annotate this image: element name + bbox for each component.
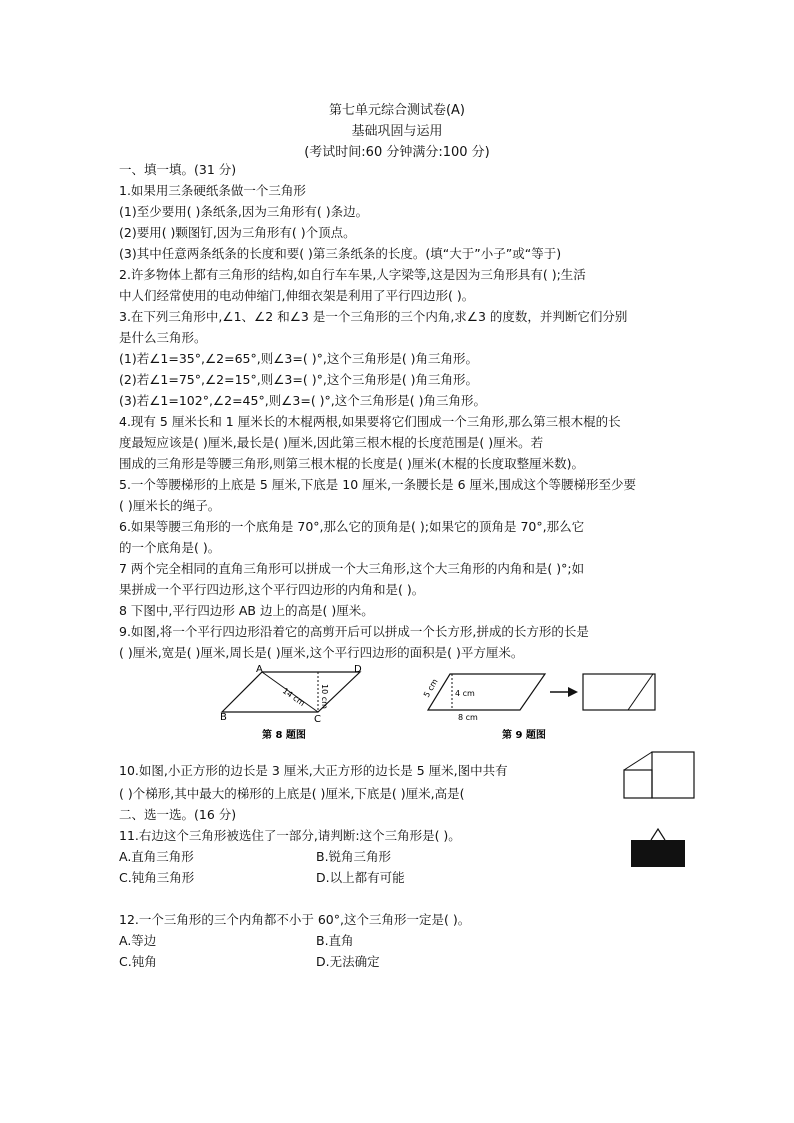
q12-option-c[interactable]: C.钝角: [119, 954, 157, 969]
vertex-d-label: D: [354, 664, 362, 675]
vertex-c-label: C: [314, 714, 321, 725]
q11-option-d[interactable]: D.以上都有可能: [316, 870, 405, 885]
q5-line2: ( )厘米长的绳子。: [119, 498, 221, 513]
figure-10-squares: [622, 750, 696, 802]
q7-line2: 果拼成一个平行四边形,这个平行四边形的内角和是( )。: [119, 582, 425, 597]
covering-block: [631, 840, 685, 867]
q4-line2: 度最短应该是( )厘米,最长是( )厘米,因此第三根木棍的长度范围是( )厘米。若: [119, 435, 544, 450]
section2-heading: 二、选一选。(16 分): [119, 807, 237, 822]
q8-line: 8 下图中,平行四边形 AB 边上的高是( )厘米。: [119, 603, 374, 618]
q12-stem: 12.一个三角形的三个内角都不小于 60°,这个三角形一定是( )。: [119, 912, 471, 927]
base-length-label: 8 cm: [458, 713, 478, 722]
q9-line1: 9.如图,将一个平行四边形沿着它的高剪开后可以拼成一个长方形,拼成的长方形的长是: [119, 624, 589, 639]
vertex-b-label: B: [220, 712, 227, 723]
slant-length-label: 14 cm: [280, 686, 307, 708]
q2-line2: 中人们经常使用的电动伸缩门,伸细衣架是利用了平行四边形( )。: [119, 288, 475, 303]
q11-option-c[interactable]: C.钝角三角形: [119, 870, 195, 885]
q5-line1: 5.一个等腰梯形的上底是 5 厘米,下底是 10 厘米,一条腰长是 6 厘米,围成这个等腰梯形至少要: [119, 477, 636, 492]
q3-line2: 是什么三角形。: [119, 330, 207, 345]
q3-line1: 3.在下列三角形中,∠1、∠2 和∠3 是一个三角形的三个内角,求∠3 的度数，并判断它们分别: [119, 309, 628, 324]
connecting-line: [624, 752, 652, 770]
q6-line1: 6.如果等腰三角形的一个底角是 70°,那么它的顶角是( );如果它的顶角是 70°,那么它: [119, 519, 585, 534]
small-square: [624, 770, 652, 798]
q12-option-a[interactable]: A.等边: [119, 933, 157, 948]
q3-part3: (3)若∠1=102°,∠2=45°,则∠3=( )°,这个三角形是( )角三角形。: [119, 393, 486, 408]
q1-part1: (1)至少要用( )条纸条,因为三角形有( )条边。: [119, 204, 369, 219]
q3-part2: (2)若∠1=75°,∠2=15°,则∠3=( )°,这个三角形是( )角三角形。: [119, 372, 479, 387]
large-square: [652, 752, 694, 798]
q9-line2: ( )厘米,宽是( )厘米,周长是( )厘米,这个平行四边形的面积是( )平方厘米。: [119, 645, 524, 660]
vertex-a-label: A: [256, 664, 263, 675]
figure-9-caption: 第 9 题图: [502, 730, 546, 741]
figure-9-diagram: [420, 662, 660, 744]
q6-line2: 的一个底角是( )。: [119, 540, 221, 555]
q4-line3: 围成的三角形是等腰三角形,则第三根木棍的长度是( )厘米(木棍的长度取整厘米数)。: [119, 456, 584, 471]
q10-line2: ( )个梯形,其中最大的梯形的上底是( )厘米,下底是( )厘米,高是(: [119, 786, 465, 801]
triangle-tip: [651, 829, 665, 840]
q4-line1: 4.现有 5 厘米长和 1 厘米长的木棍两根,如果要将它们围成一个三角形,那么第三根木棍的长: [119, 414, 621, 429]
q1-stem: 1.如果用三条硬纸条做一个三角形: [119, 183, 306, 198]
q11-option-b[interactable]: B.锐角三角形: [316, 849, 392, 864]
q12-option-b[interactable]: B.直角: [316, 933, 354, 948]
q7-line1: 7 两个完全相同的直角三角形可以拼成一个大三角形,这个大三角形的内角和是( )°;如: [119, 561, 585, 576]
q3-part1: (1)若∠1=35°,∠2=65°,则∠3=( )°,这个三角形是( )角三角形。: [119, 351, 479, 366]
exam-info: (考试时间:60 分钟满分:100 分): [304, 145, 490, 160]
figure-8-caption: 第 8 题图: [262, 730, 306, 741]
rectangle-cut-line: [628, 674, 653, 710]
q10-line1: 10.如图,小正方形的边长是 3 厘米,大正方形的边长是 5 厘米,图中共有: [119, 763, 508, 778]
section1-heading: 一、填一填。(31 分): [119, 162, 237, 177]
q11-stem: 11.右边这个三角形被选住了一部分,请判断:这个三角形是( )。: [119, 828, 461, 843]
exam-subtitle: 基础巩固与运用: [351, 124, 443, 139]
figure-11-covered-triangle: [628, 826, 686, 870]
height-length-label: 10 cm: [320, 684, 329, 709]
q11-option-a[interactable]: A.直角三角形: [119, 849, 194, 864]
height-length-label: 4 cm: [455, 689, 475, 698]
q2-line1: 2.许多物体上都有三角形的结构,如自行车车果,人字梁等,这是因为三角形具有( );生活: [119, 267, 586, 282]
q12-option-d[interactable]: D.无法确定: [316, 954, 380, 969]
parallelogram-shape: [428, 674, 545, 710]
rectangle-shape: [583, 674, 655, 710]
arrow-icon: [568, 687, 578, 697]
figure-8-parallelogram: [220, 662, 370, 744]
side-length-label: 5 cm: [421, 677, 440, 699]
exam-title: 第七单元综合测试卷(A): [328, 103, 466, 118]
q1-part3: (3)其中任意两条纸条的长度和要( )第三条纸条的长度。(填“大于”小子”或“等于): [119, 246, 562, 261]
q1-part2: (2)要用( )颗图钉,因为三角形有( )个顶点。: [119, 225, 356, 240]
